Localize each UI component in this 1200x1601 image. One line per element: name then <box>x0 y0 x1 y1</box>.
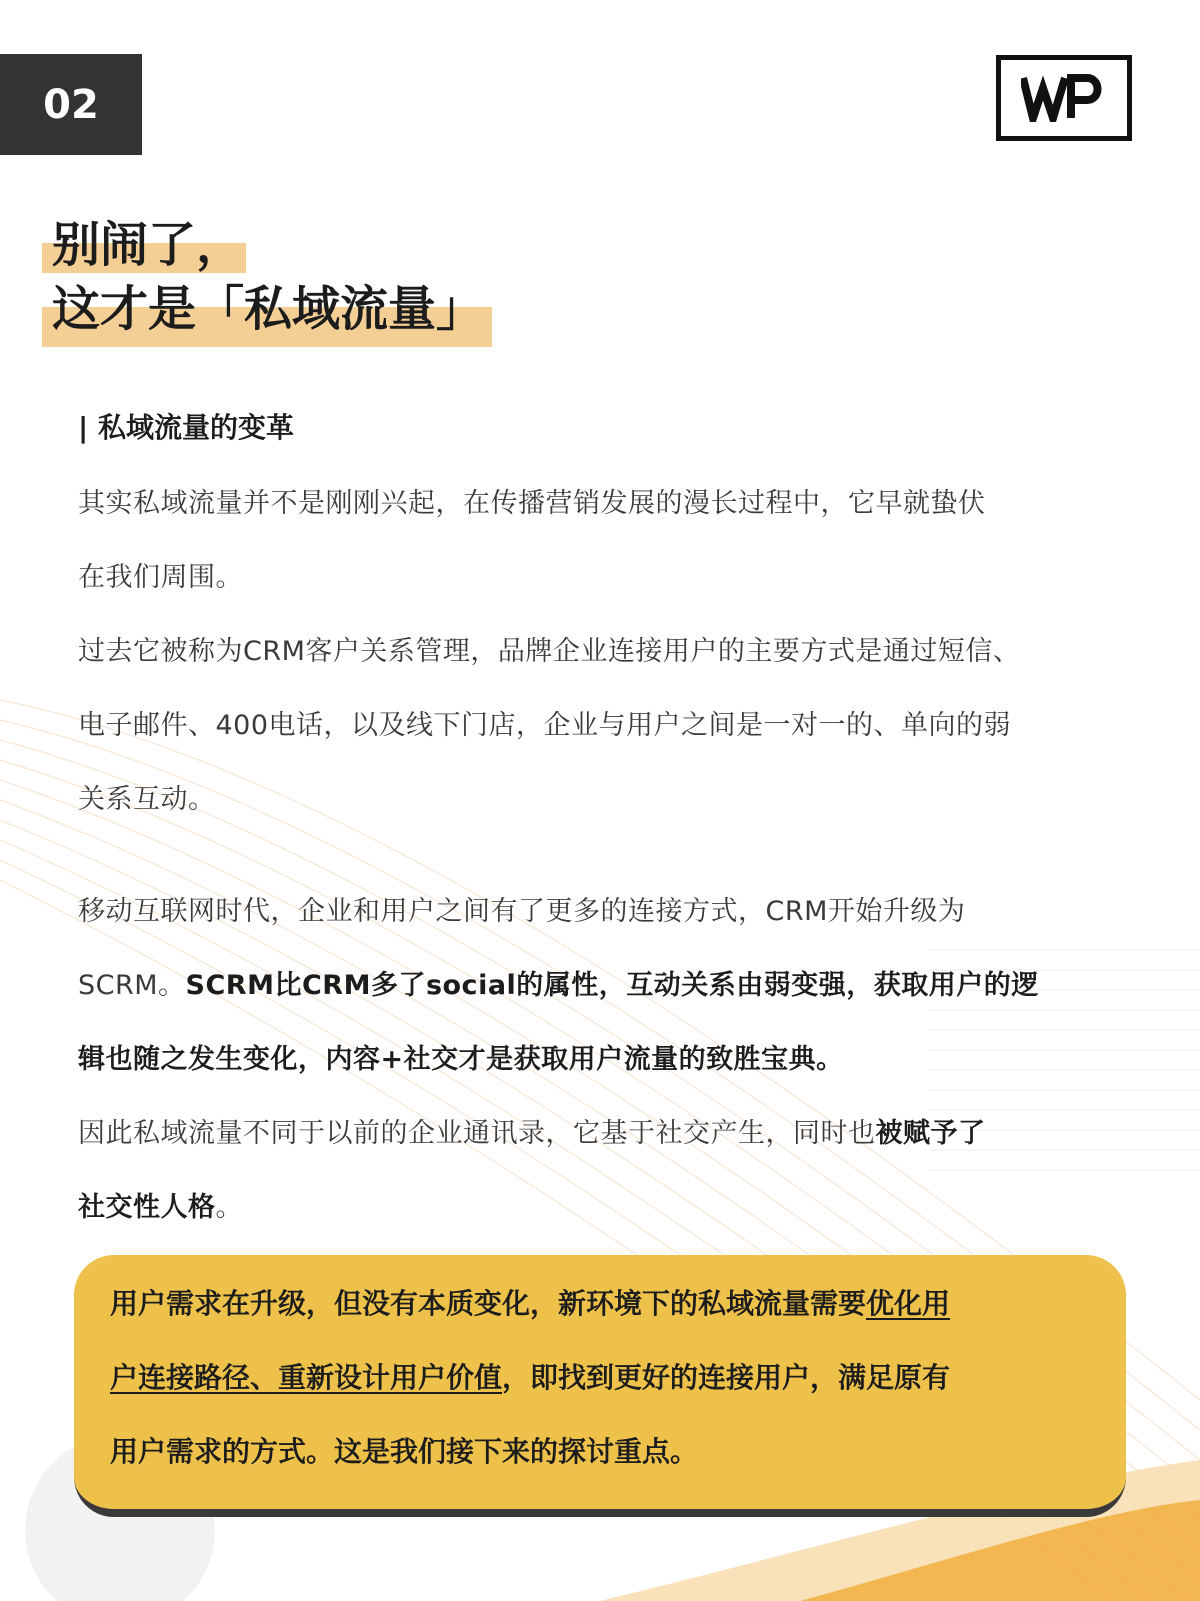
paragraph-4 <box>78 1097 986 1245</box>
paragraph-line: 关系互动。 <box>78 784 216 815</box>
paragraph-line <box>78 875 1039 949</box>
paragraph-line: 过去它被称为CRM客户关系管理，品牌企业连接用户的主要方式是通过短信、 <box>78 636 1021 667</box>
wp-logo <box>996 55 1132 141</box>
paragraph-2 <box>78 615 1020 837</box>
callout-line-1 <box>110 1267 1126 1341</box>
title-line-1 <box>42 213 484 277</box>
paragraph-bold-text: 被赋予了 <box>875 1118 986 1149</box>
paragraph-line <box>78 1171 986 1245</box>
callout-line-3: 用户需求的方式。这是我们接下来的探讨重点。 <box>110 1435 699 1468</box>
title-line-2-text: 这才是「私域流量」 <box>52 281 485 337</box>
paragraph-line: 在我们周围。 <box>78 562 243 593</box>
callout-underlined-text: 优化用 <box>866 1287 951 1320</box>
title-line-1-text: 别闹了， <box>52 217 245 273</box>
paragraph-line: 其实私域流量并不是刚刚兴起，在传播营销发展的漫长过程中，它早就蛰伏 <box>78 488 986 519</box>
paragraph-text: 移动互联网时代，企业和用户之间有了更多的连接方式，CRM开始升级为 <box>78 896 966 927</box>
page-title <box>42 213 484 341</box>
paragraph-3 <box>78 875 1039 1097</box>
key-point-callout <box>74 1255 1126 1517</box>
paragraph-text: 。 <box>215 1192 243 1223</box>
paragraph-text: 因此私域流量不同于以前的企业通讯录，它基于社交产生，同时也 <box>78 1118 876 1149</box>
title-line-2 <box>42 277 484 341</box>
paragraph-line <box>78 1097 986 1171</box>
callout-line-2 <box>110 1341 1126 1415</box>
paragraph-line <box>78 949 1039 1023</box>
wp-logo-mark <box>1021 74 1107 122</box>
paragraph-line: 电子邮件、400电话，以及线下门店，企业与用户之间是一对一的、单向的弱 <box>78 710 1012 741</box>
callout-text: 用户需求在升级，但没有本质变化，新环境下的私域流量需要 <box>110 1287 867 1320</box>
paragraph-text: SCRM。 <box>78 970 186 1001</box>
page-number-badge: 02 <box>0 54 142 155</box>
paragraph-bold-text: 辑也随之发生变化，内容+社交才是获取用户流量的致胜宝典。 <box>78 1044 844 1075</box>
paragraph-bold-text: SCRM比CRM多了social的属性，互动关系由弱变强，获取用户的逻 <box>185 970 1039 1001</box>
paragraph-1 <box>78 467 986 615</box>
section-heading: | 私域流量的变革 <box>78 411 294 444</box>
callout-underlined-text: 户连接路径、重新设计用户价值 <box>110 1361 503 1394</box>
callout-text: ，即找到更好的连接用户，满足原有 <box>502 1361 951 1394</box>
paragraph-bold-text: 社交性人格 <box>78 1192 216 1223</box>
paragraph-line <box>78 1023 1039 1097</box>
